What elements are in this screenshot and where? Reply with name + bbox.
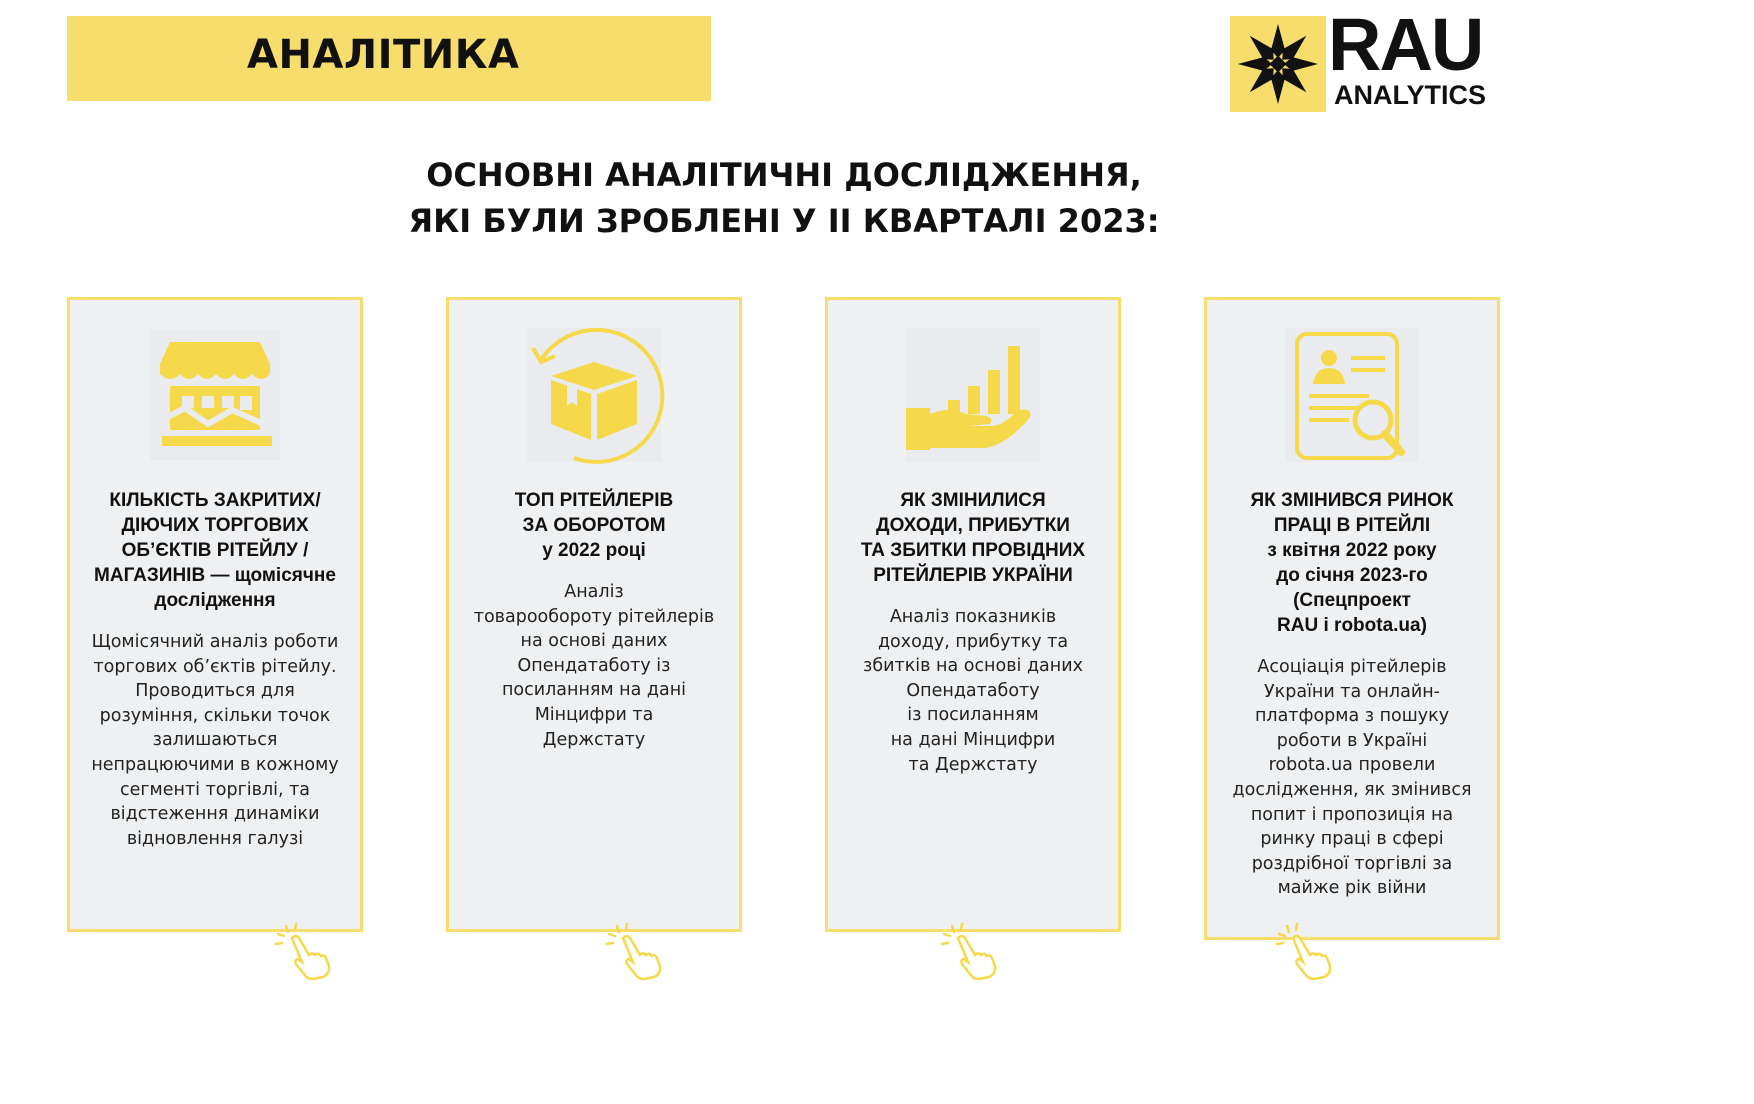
rau-analytics-logo — [1230, 3, 1502, 112]
card-title: ЯК ЗМІНИВСЯ РИНОК ПРАЦІ В РІТЕЙЛІ з квітня 2022 року до січня 2023-го (Спецпроект RAU і robota.ua) — [1250, 490, 1454, 636]
box-cycle-icon — [519, 320, 669, 470]
section-banner — [67, 16, 711, 101]
click-hand-icon[interactable] — [938, 920, 998, 980]
click-hand-icon[interactable] — [603, 920, 663, 980]
page-headline — [300, 152, 1268, 244]
click-hand-icon[interactable] — [1273, 920, 1333, 980]
headline-line-2: ЯКІ БУЛИ ЗРОБЛЕНІ У ІІ КВАРТАЛІ 2023: — [408, 202, 1160, 240]
hand-growth-chart-icon — [898, 320, 1048, 470]
headline-line-1: ОСНОВНІ АНАЛІТИЧНІ ДОСЛІДЖЕННЯ, — [426, 156, 1142, 194]
logo-text-rau: RAU — [1328, 3, 1483, 86]
card-title: КІЛЬКІСТЬ ЗАКРИТИХ/ ДІЮЧИХ ТОРГОВИХ ОБ’ЄКТІВ РІТЕЙЛУ / МАГАЗИНІВ — щомісячне дослідження — [94, 490, 336, 611]
section-title: АНАЛІТИКА — [247, 32, 520, 78]
eight-point-star-icon — [1230, 16, 1326, 112]
card-title: ЯК ЗМІНИЛИСЯ ДОХОДИ, ПРИБУТКИ ТА ЗБИТКИ ПРОВІДНИХ РІТЕЙЛЕРІВ УКРАЇНИ — [860, 490, 1086, 586]
resume-search-icon — [1277, 320, 1427, 470]
research-card-3[interactable] — [825, 297, 1121, 932]
card-title: ТОП РІТЕЙЛЕРІВ ЗА ОБОРОТОМ у 2022 році — [514, 490, 674, 561]
logo-icon-box — [1230, 16, 1326, 112]
card-icon-wrap — [449, 320, 739, 470]
research-card-1[interactable] — [67, 297, 363, 932]
card-description: Щомісячний аналіз роботи торгових об’єктів рітейлу. Проводиться для розуміння, скільки точок залишаються непрацюючими в кожному сегменті торгівлі, та відстеження динаміки відновлення галузі — [91, 632, 339, 849]
card-icon-wrap — [828, 320, 1118, 470]
store-chart-icon — [140, 320, 290, 470]
research-card-2[interactable] — [446, 297, 742, 932]
card-description: Аналіз показників доходу, прибутку та збитків на основі даних Опендатаботу із посиланням на дані Мінцифри та Держстату — [863, 607, 1083, 775]
research-card-4[interactable] — [1204, 297, 1500, 940]
card-description: Аналіз товарообороту рітейлерів на основі даних Опендатаботу із посиланням на дані Мінцифри та Держстату — [473, 582, 715, 750]
card-icon-wrap — [70, 320, 360, 470]
card-icon-wrap — [1207, 320, 1497, 470]
click-hand-icon[interactable] — [272, 920, 332, 980]
logo-text-analytics: ANALYTICS — [1334, 80, 1487, 110]
card-description: Асоціація рітейлерів України та онлайн- платформа з пошуку роботи в Україні robota.ua провели дослідження, як змінився попит і пропозиція на ринку праці в сфері роздрібної торгівлі за майже рік війни — [1232, 657, 1472, 899]
